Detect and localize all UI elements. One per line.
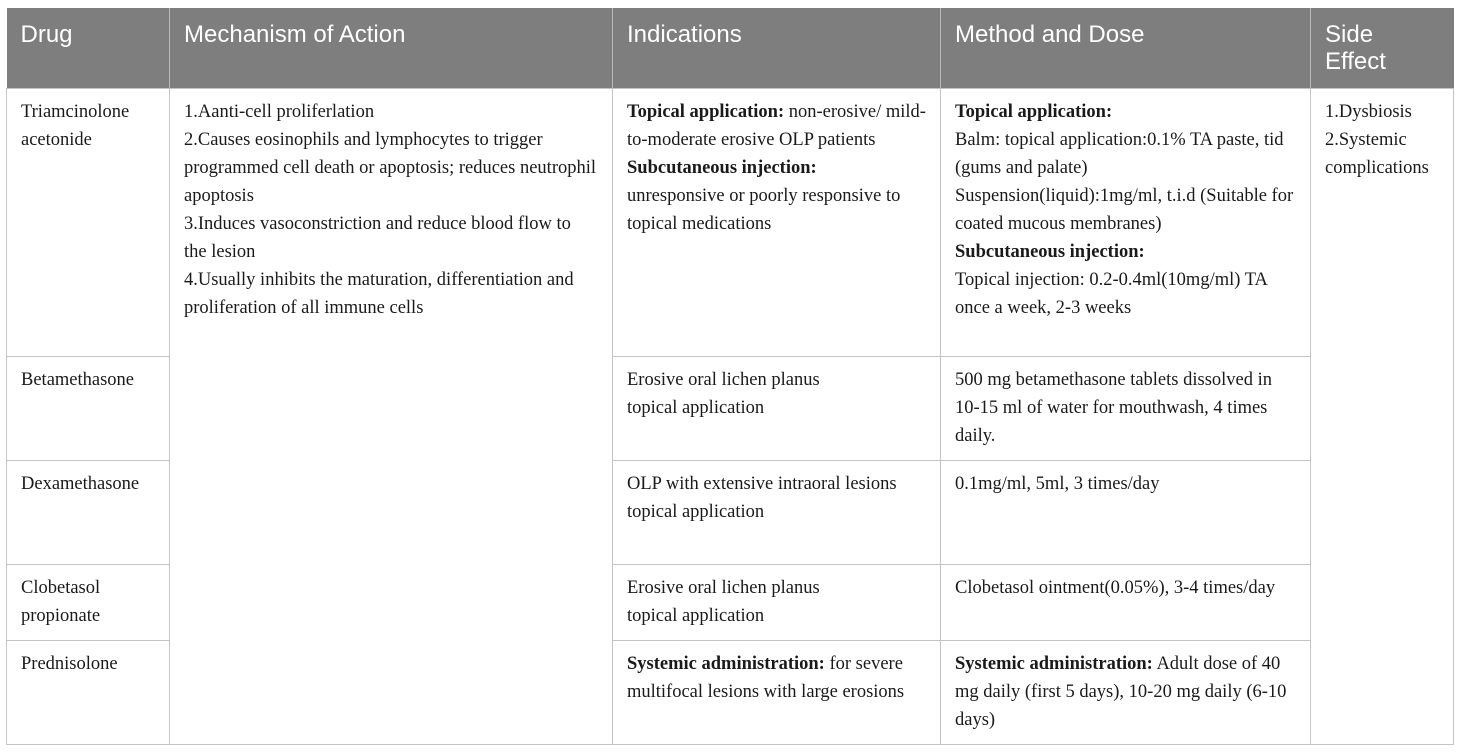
- dose-label-text: Subcutaneous injection:: [955, 241, 1145, 262]
- header-mechanism: Mechanism of Action: [170, 8, 613, 88]
- dose-label-text: Topical application:: [955, 101, 1113, 122]
- header-drug: Drug: [7, 8, 170, 88]
- drug-table: [6, 8, 1454, 745]
- indication-text: Erosive oral lichen planus: [627, 577, 820, 598]
- mechanism-item: 1.Aanti-cell proliferlation: [184, 101, 375, 122]
- header-side-effect: Side Effect: [1311, 8, 1454, 88]
- indications-cell: [613, 460, 941, 564]
- dose-text: [955, 650, 1296, 734]
- indication-label: Subcutaneous injection:: [627, 157, 817, 178]
- dose-text: Balm: topical application:0.1% TA paste, tid (gums and palate): [955, 129, 1284, 178]
- drug-cell: Clobetasol propionate: [7, 564, 170, 640]
- drug-cell: Triamcinolone acetonide: [7, 88, 170, 356]
- dose-label: [955, 98, 1296, 126]
- header-row: [7, 8, 1454, 88]
- mechanism-item: 2.Causes eosinophils and lymphocytes to trigger programmed cell death or apoptosis; reduces neutrophil apoptosis: [184, 129, 597, 206]
- mechanism-cell: [170, 88, 613, 745]
- indication-label: Systemic administration:: [627, 653, 825, 674]
- table-row: [7, 88, 1454, 356]
- dose-text: Suspension(liquid):1mg/ml, t.i.d (Suitable for coated mucous membranes): [955, 185, 1294, 234]
- dose-text: Topical injection: 0.2-0.4ml(10mg/ml) TA once a week, 2-3 weeks: [955, 269, 1267, 318]
- indication-text: topical application: [627, 501, 765, 522]
- indication-text: OLP with extensive intraoral lesions: [627, 473, 897, 494]
- indications-cell: [613, 564, 941, 640]
- indication-text: [627, 650, 926, 706]
- header-indications: Indications: [613, 8, 941, 88]
- indication-text: [627, 154, 926, 182]
- drug-cell: Dexamethasone: [7, 460, 170, 564]
- drug-cell: Betamethasone: [7, 356, 170, 460]
- dose-cell: [941, 88, 1311, 356]
- indication-text: topical application: [627, 605, 765, 626]
- indication-text: [627, 98, 926, 154]
- indication-detail: unresponsive or poorly responsive to topical medications: [627, 185, 901, 234]
- indication-text: Erosive oral lichen planus: [627, 369, 820, 390]
- mechanism-item: 3.Induces vasoconstriction and reduce blood flow to the lesion: [184, 213, 571, 262]
- header-method-dose: Method and Dose: [941, 8, 1311, 88]
- dose-cell: 500 mg betamethasone tablets dissolved in 10-15 ml of water for mouthwash, 4 times daily.: [941, 356, 1311, 460]
- side-effect-cell: [1311, 88, 1454, 745]
- drug-cell: Prednisolone: [7, 640, 170, 744]
- indications-cell: [613, 640, 941, 744]
- indication-detail: for severe multifocal lesions with large erosions: [627, 653, 905, 702]
- indication-label: Topical application:: [627, 101, 785, 122]
- dose-label-text: Systemic administration:: [955, 653, 1153, 674]
- indication-text: topical application: [627, 397, 765, 418]
- side-effect-item: 2.Systemic complications: [1325, 129, 1429, 178]
- dose-cell: 0.1mg/ml, 5ml, 3 times/day: [941, 460, 1311, 564]
- mechanism-item: 4.Usually inhibits the maturation, differentiation and proliferation of all immune cells: [184, 269, 574, 318]
- indication-detail: non-erosive/ mild-to-moderate erosive OLP patients: [627, 101, 926, 150]
- side-effect-item: 1.Dysbiosis: [1325, 101, 1412, 122]
- dose-label: [955, 238, 1296, 266]
- dose-cell: Clobetasol ointment(0.05%), 3-4 times/day: [941, 564, 1311, 640]
- dose-detail: Adult dose of 40 mg daily (first 5 days), 10-20 mg daily (6-10 days): [955, 653, 1287, 730]
- dose-cell: [941, 640, 1311, 744]
- indications-cell: [613, 356, 941, 460]
- indications-cell: [613, 88, 941, 356]
